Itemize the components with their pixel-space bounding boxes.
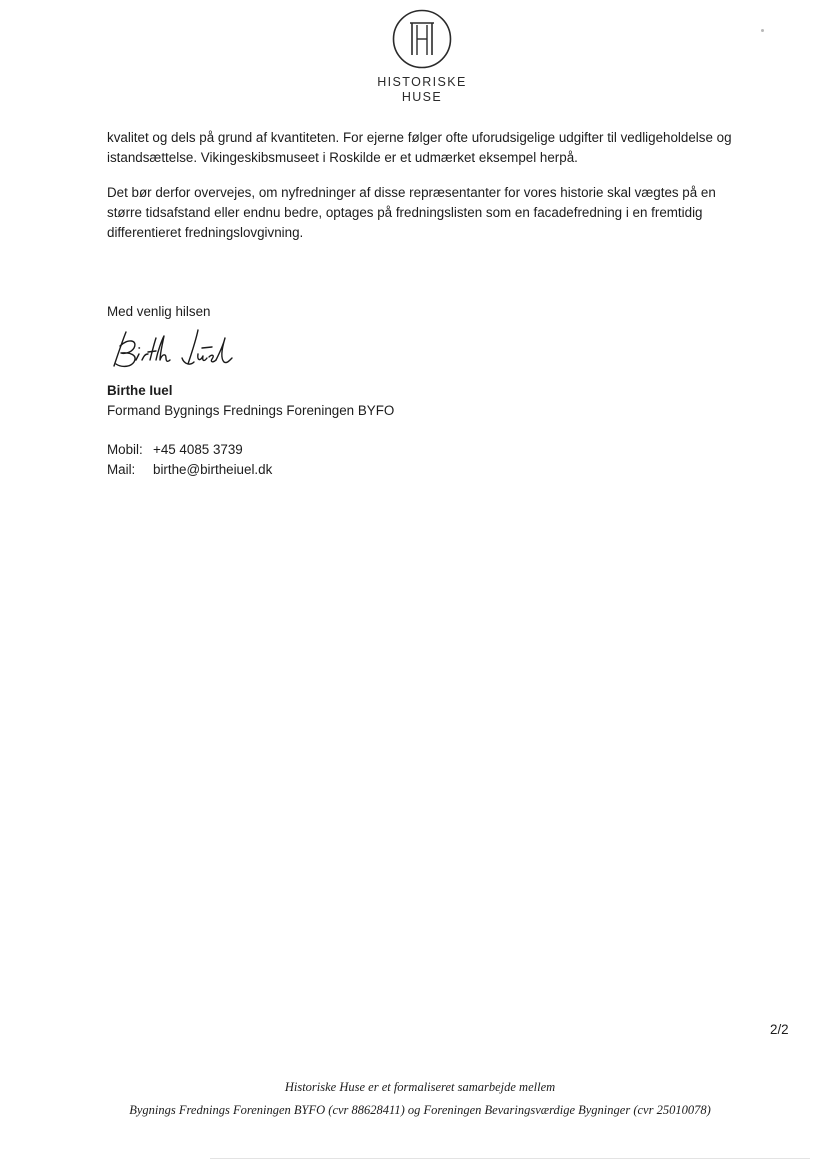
paragraph: Det bør derfor overvejes, om nyfredninger af disse repræsentanter for vores historie skal vægtes på en større tidsafstand eller endnu bedre, optages på fredningslisten som en facadefredning i en fremtidig differentieret fredningslovgivning. bbox=[107, 185, 716, 240]
logo bbox=[370, 8, 474, 105]
mail-line bbox=[107, 460, 272, 480]
mail-value: birthe@birtheiuel.dk bbox=[153, 462, 273, 477]
scan-edge-line bbox=[210, 1158, 810, 1159]
mail-label: Mail: bbox=[107, 462, 136, 477]
closing-greeting: Med venlig hilsen bbox=[107, 304, 211, 319]
footer-line-1: Historiske Huse er et formaliseret samarbejde mellem bbox=[284, 1080, 556, 1094]
logo-line-1: HISTORISKE bbox=[377, 75, 467, 89]
handwritten-signature-icon bbox=[112, 324, 242, 374]
footer-line-2: Bygnings Frednings Foreningen BYFO (cvr 88628411) og Foreningen Bevaringsværdige Bygninger (cvr 25010078) bbox=[129, 1103, 711, 1117]
paragraph: kvalitet og dels på grund af kvantiteten. For ejerne følger ofte uforudsigelige udgifter til vedligeholdelse og istandsættelse. Vikingeskibsmuseet i Roskilde er et udmærket eksempel herpå. bbox=[107, 130, 732, 165]
mobile-label: Mobil: bbox=[107, 442, 143, 457]
page-number: 2/2 bbox=[770, 1022, 789, 1037]
contact-block bbox=[107, 440, 272, 480]
mobile-line bbox=[107, 440, 272, 460]
logo-line-2: HUSE bbox=[401, 90, 443, 104]
letter-body bbox=[107, 128, 747, 243]
signer-title: Formand Bygnings Frednings Foreningen BYFO bbox=[107, 403, 395, 418]
signer-block bbox=[107, 381, 394, 421]
logo-wordmark bbox=[370, 75, 474, 105]
signer-name: Birthe Iuel bbox=[107, 383, 173, 398]
scan-speck bbox=[761, 29, 764, 32]
footer bbox=[0, 1076, 828, 1122]
historiske-huse-logo-icon bbox=[391, 8, 453, 70]
mobile-value: +45 4085 3739 bbox=[153, 442, 243, 457]
